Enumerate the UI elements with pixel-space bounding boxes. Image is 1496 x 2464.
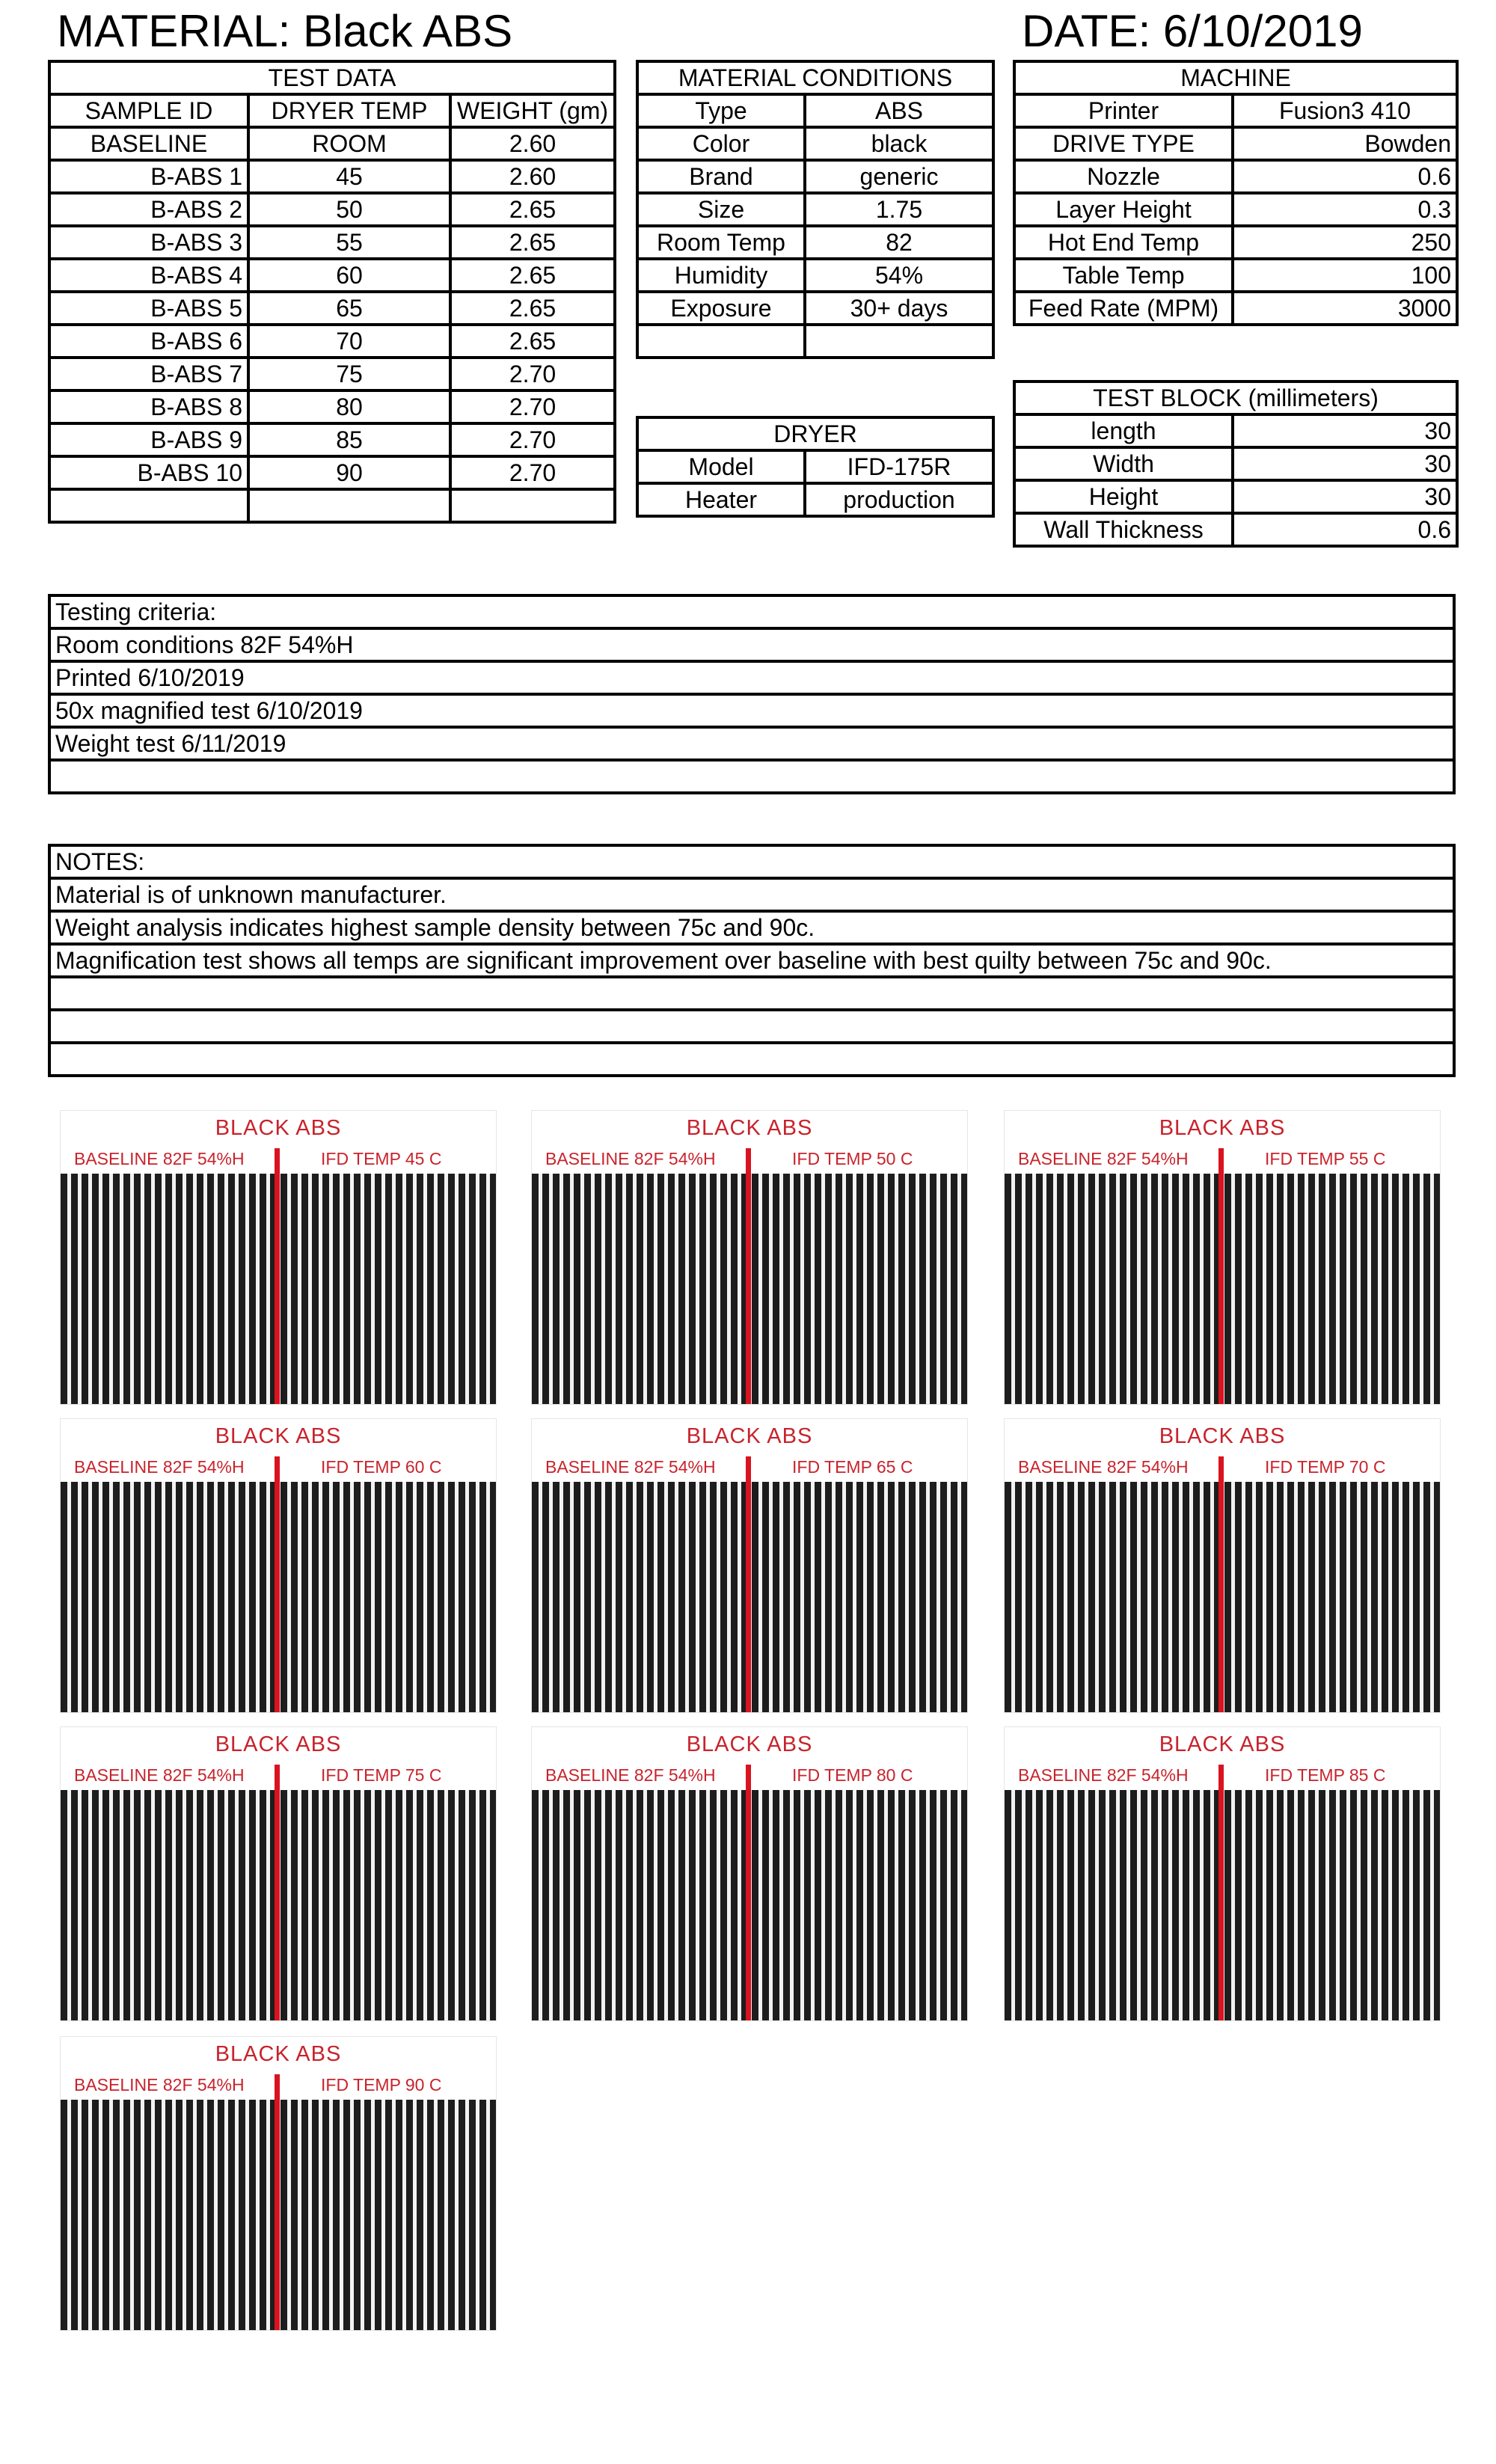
sample-id-cell: B-ABS 6 xyxy=(49,325,248,358)
sample-id-cell: B-ABS 5 xyxy=(49,292,248,325)
test-data-title: TEST DATA xyxy=(49,61,615,94)
list-item xyxy=(49,628,1454,661)
column-header: DRYER TEMP xyxy=(248,94,450,127)
test-data-header-row xyxy=(49,94,615,127)
table-row xyxy=(49,358,615,390)
dryer-temp-cell: ROOM xyxy=(248,127,450,160)
list-item xyxy=(49,845,1454,878)
red-divider-line xyxy=(275,2074,280,2330)
photo-temp-label: IFD TEMP 60 C xyxy=(321,1457,442,1477)
sample-id-cell: B-ABS 7 xyxy=(49,358,248,390)
sample-photo-70c xyxy=(1004,1418,1441,1713)
notes-heading: NOTES: xyxy=(49,845,1454,878)
sample-id-cell: B-ABS 8 xyxy=(49,390,248,423)
test-block-table xyxy=(1013,380,1459,548)
dryer-value: production xyxy=(805,483,993,516)
material-conditions-title: MATERIAL CONDITIONS xyxy=(637,61,993,94)
sample-id-cell: B-ABS 2 xyxy=(49,193,248,226)
photo-baseline-label: BASELINE 82F 54%H xyxy=(1018,1149,1189,1168)
test-block-title: TEST BLOCK (millimeters) xyxy=(1014,381,1457,414)
table-row xyxy=(1014,414,1457,447)
dryer-label: Model xyxy=(637,450,805,483)
photo-title: BLACK ABS xyxy=(215,1424,342,1448)
machine-value: Bowden xyxy=(1233,127,1457,160)
condition-value: 30+ days xyxy=(805,292,993,325)
dryer-temp-cell: 85 xyxy=(248,423,450,456)
block-value: 0.6 xyxy=(1233,513,1457,546)
condition-value: generic xyxy=(805,160,993,193)
dryer-temp-cell: 55 xyxy=(248,226,450,259)
table-row xyxy=(1014,193,1457,226)
criteria-line: 50x magnified test 6/10/2019 xyxy=(49,694,1454,727)
table-row xyxy=(1014,292,1457,325)
weight-cell: 2.65 xyxy=(450,292,615,325)
photo-title: BLACK ABS xyxy=(1159,1116,1286,1140)
red-divider-line xyxy=(1218,1765,1224,2020)
red-divider-line xyxy=(275,1765,280,2020)
condition-value: ABS xyxy=(805,94,993,127)
machine-value: 100 xyxy=(1233,259,1457,292)
photo-temp-label: IFD TEMP 85 C xyxy=(1265,1765,1386,1785)
photo-temp-label: IFD TEMP 55 C xyxy=(1265,1149,1386,1168)
sample-photo-65c xyxy=(531,1418,968,1713)
sample-id-cell: B-ABS 3 xyxy=(49,226,248,259)
condition-label xyxy=(637,325,805,358)
weight-cell: 2.60 xyxy=(450,160,615,193)
photo-baseline-label: BASELINE 82F 54%H xyxy=(1018,1457,1189,1477)
table-row xyxy=(1014,447,1457,480)
table-row xyxy=(49,489,615,522)
sample-photo-85c xyxy=(1004,1726,1441,2021)
photo-temp-label: IFD TEMP 75 C xyxy=(321,1765,442,1785)
machine-value: 0.6 xyxy=(1233,160,1457,193)
list-item xyxy=(49,727,1454,760)
red-divider-line xyxy=(746,1148,751,1404)
date-title: DATE: 6/10/2019 xyxy=(1022,6,1363,56)
list-item xyxy=(49,760,1454,793)
sample-photo-80c xyxy=(531,1726,968,2021)
photo-baseline-label: BASELINE 82F 54%H xyxy=(74,1765,245,1785)
block-label: length xyxy=(1014,414,1233,447)
weight-cell: 2.65 xyxy=(450,226,615,259)
table-row xyxy=(49,193,615,226)
sample-photo-90c xyxy=(60,2036,497,2331)
table-row xyxy=(49,226,615,259)
test-data-table xyxy=(48,60,616,524)
condition-value: 1.75 xyxy=(805,193,993,226)
photo-temp-label: IFD TEMP 50 C xyxy=(792,1149,913,1168)
list-item xyxy=(49,911,1454,944)
machine-label: DRIVE TYPE xyxy=(1014,127,1233,160)
photo-temp-label: IFD TEMP 80 C xyxy=(792,1765,913,1785)
photo-baseline-label: BASELINE 82F 54%H xyxy=(545,1457,716,1477)
block-label: Width xyxy=(1014,447,1233,480)
photo-baseline-label: BASELINE 82F 54%H xyxy=(545,1765,716,1785)
condition-value xyxy=(805,325,993,358)
criteria-line: Printed 6/10/2019 xyxy=(49,661,1454,694)
condition-label: Room Temp xyxy=(637,226,805,259)
list-item xyxy=(49,595,1454,628)
table-row xyxy=(637,292,993,325)
weight-cell: 2.60 xyxy=(450,127,615,160)
condition-value: 54% xyxy=(805,259,993,292)
sample-id-cell: BASELINE xyxy=(49,127,248,160)
weight-cell: 2.65 xyxy=(450,325,615,358)
dryer-table xyxy=(636,416,995,518)
table-row xyxy=(637,94,993,127)
dryer-label: Heater xyxy=(637,483,805,516)
table-row xyxy=(1014,127,1457,160)
dryer-temp-cell: 80 xyxy=(248,390,450,423)
column-header: WEIGHT (gm) xyxy=(450,94,615,127)
note-line: Magnification test shows all temps are significant improvement over baseline with best quilty between 75c and 90c. xyxy=(49,944,1454,977)
sample-id-cell: B-ABS 10 xyxy=(49,456,248,489)
photo-title: BLACK ABS xyxy=(686,1424,813,1448)
dryer-temp-cell: 70 xyxy=(248,325,450,358)
red-divider-line xyxy=(746,1765,751,2020)
photo-title: BLACK ABS xyxy=(215,2042,342,2066)
list-item xyxy=(49,944,1454,977)
block-value: 30 xyxy=(1233,447,1457,480)
dryer-title: DRYER xyxy=(637,417,993,450)
table-row xyxy=(637,193,993,226)
testing-criteria-box xyxy=(48,594,1456,794)
machine-table xyxy=(1013,60,1459,326)
photo-title: BLACK ABS xyxy=(1159,1732,1286,1756)
table-row xyxy=(637,450,993,483)
note-line xyxy=(49,1010,1454,1043)
sample-photo-45c xyxy=(60,1110,497,1405)
weight-cell: 2.65 xyxy=(450,259,615,292)
machine-label: Hot End Temp xyxy=(1014,226,1233,259)
machine-title: MACHINE xyxy=(1014,61,1457,94)
dryer-temp-cell: 75 xyxy=(248,358,450,390)
dryer-value: IFD-175R xyxy=(805,450,993,483)
block-value: 30 xyxy=(1233,480,1457,513)
condition-label: Type xyxy=(637,94,805,127)
table-row xyxy=(49,259,615,292)
sample-photo-75c xyxy=(60,1726,497,2021)
table-row xyxy=(637,325,993,358)
photo-temp-label: IFD TEMP 70 C xyxy=(1265,1457,1386,1477)
dryer-temp-cell: 90 xyxy=(248,456,450,489)
table-row xyxy=(1014,259,1457,292)
machine-value: 250 xyxy=(1233,226,1457,259)
list-item xyxy=(49,1043,1454,1076)
photo-baseline-label: BASELINE 82F 54%H xyxy=(74,1149,245,1168)
machine-label: Layer Height xyxy=(1014,193,1233,226)
list-item xyxy=(49,661,1454,694)
note-line xyxy=(49,1043,1454,1076)
sample-id-cell: B-ABS 1 xyxy=(49,160,248,193)
photo-temp-label: IFD TEMP 65 C xyxy=(792,1457,913,1477)
weight-cell xyxy=(450,489,615,522)
machine-label: Printer xyxy=(1014,94,1233,127)
dryer-temp-cell: 60 xyxy=(248,259,450,292)
list-item xyxy=(49,1010,1454,1043)
dryer-temp-cell xyxy=(248,489,450,522)
table-row xyxy=(1014,480,1457,513)
table-row xyxy=(49,292,615,325)
list-item xyxy=(49,977,1454,1010)
red-divider-line xyxy=(1218,1148,1224,1404)
red-divider-line xyxy=(275,1456,280,1712)
material-title: MATERIAL: Black ABS xyxy=(57,6,513,56)
block-label: Height xyxy=(1014,480,1233,513)
material-conditions-table xyxy=(636,60,995,359)
red-divider-line xyxy=(275,1148,280,1404)
sample-id-cell: B-ABS 9 xyxy=(49,423,248,456)
photo-baseline-label: BASELINE 82F 54%H xyxy=(1018,1765,1189,1785)
dryer-temp-cell: 50 xyxy=(248,193,450,226)
condition-label: Exposure xyxy=(637,292,805,325)
table-row xyxy=(1014,513,1457,546)
notes-box xyxy=(48,844,1456,1077)
photo-baseline-label: BASELINE 82F 54%H xyxy=(545,1149,716,1168)
block-value: 30 xyxy=(1233,414,1457,447)
weight-cell: 2.70 xyxy=(450,456,615,489)
condition-label: Brand xyxy=(637,160,805,193)
red-divider-line xyxy=(1218,1456,1224,1712)
table-row xyxy=(1014,226,1457,259)
note-line: Weight analysis indicates highest sample density between 75c and 90c. xyxy=(49,911,1454,944)
table-row xyxy=(49,325,615,358)
red-divider-line xyxy=(746,1456,751,1712)
dryer-temp-cell: 45 xyxy=(248,160,450,193)
criteria-line: Weight test 6/11/2019 xyxy=(49,727,1454,760)
photo-title: BLACK ABS xyxy=(215,1116,342,1140)
photo-temp-label: IFD TEMP 45 C xyxy=(321,1149,442,1168)
table-row xyxy=(637,127,993,160)
machine-value: 3000 xyxy=(1233,292,1457,325)
machine-label: Table Temp xyxy=(1014,259,1233,292)
photo-baseline-label: BASELINE 82F 54%H xyxy=(74,2075,245,2094)
sample-id-cell: B-ABS 4 xyxy=(49,259,248,292)
machine-label: Nozzle xyxy=(1014,160,1233,193)
machine-value: 0.3 xyxy=(1233,193,1457,226)
sample-photo-60c xyxy=(60,1418,497,1713)
condition-label: Humidity xyxy=(637,259,805,292)
list-item xyxy=(49,694,1454,727)
sample-id-cell xyxy=(49,489,248,522)
weight-cell: 2.70 xyxy=(450,390,615,423)
criteria-line xyxy=(49,760,1454,793)
column-header: SAMPLE ID xyxy=(49,94,248,127)
photo-title: BLACK ABS xyxy=(1159,1424,1286,1448)
photo-baseline-label: BASELINE 82F 54%H xyxy=(74,1457,245,1477)
table-row xyxy=(637,483,993,516)
table-row xyxy=(49,456,615,489)
photo-temp-label: IFD TEMP 90 C xyxy=(321,2075,442,2094)
condition-label: Size xyxy=(637,193,805,226)
block-label: Wall Thickness xyxy=(1014,513,1233,546)
machine-value: Fusion3 410 xyxy=(1233,94,1457,127)
photo-title: BLACK ABS xyxy=(686,1732,813,1756)
table-row xyxy=(637,226,993,259)
condition-label: Color xyxy=(637,127,805,160)
criteria-line: Room conditions 82F 54%H xyxy=(49,628,1454,661)
condition-value: 82 xyxy=(805,226,993,259)
dryer-temp-cell: 65 xyxy=(248,292,450,325)
table-row xyxy=(637,259,993,292)
table-row xyxy=(49,127,615,160)
table-row xyxy=(1014,160,1457,193)
photo-title: BLACK ABS xyxy=(686,1116,813,1140)
sample-photo-50c xyxy=(531,1110,968,1405)
list-item xyxy=(49,878,1454,911)
weight-cell: 2.70 xyxy=(450,423,615,456)
table-row xyxy=(49,390,615,423)
photo-title: BLACK ABS xyxy=(215,1732,342,1756)
weight-cell: 2.65 xyxy=(450,193,615,226)
criteria-heading: Testing criteria: xyxy=(49,595,1454,628)
weight-cell: 2.70 xyxy=(450,358,615,390)
sample-photo-55c xyxy=(1004,1110,1441,1405)
table-row xyxy=(49,160,615,193)
machine-label: Feed Rate (MPM) xyxy=(1014,292,1233,325)
condition-value: black xyxy=(805,127,993,160)
table-row xyxy=(49,423,615,456)
table-row xyxy=(637,160,993,193)
table-row xyxy=(1014,94,1457,127)
note-line xyxy=(49,977,1454,1010)
note-line: Material is of unknown manufacturer. xyxy=(49,878,1454,911)
